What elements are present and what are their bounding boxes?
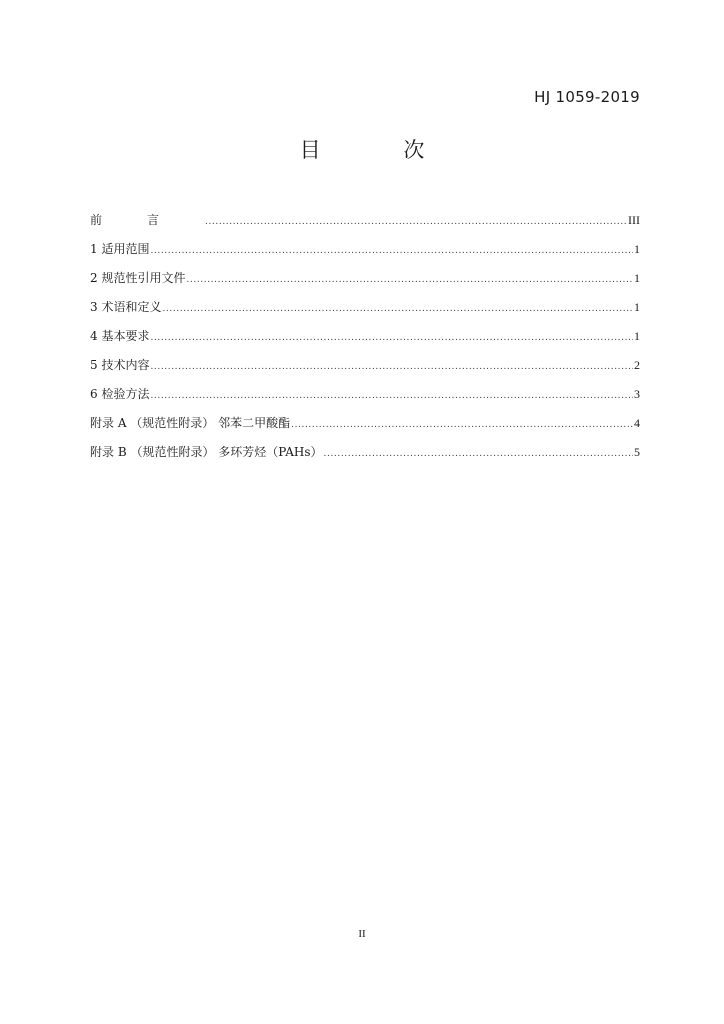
toc-entry-label: 前言 <box>90 213 205 227</box>
toc-entry-technical-content[interactable] <box>90 351 640 380</box>
toc-entry-preface[interactable] <box>90 206 640 235</box>
toc-entry-label: 附录 B （规范性附录） 多环芳烃（PAHs） <box>90 445 323 459</box>
toc-entry-page: 5 <box>634 445 640 459</box>
toc-leader-dots <box>291 411 633 440</box>
toc-leader-dots <box>205 208 627 237</box>
toc-entry-test-methods[interactable] <box>90 380 640 409</box>
toc-entry-page: III <box>628 213 640 227</box>
toc-entry-appendix-b[interactable] <box>90 438 640 467</box>
document-code: HJ 1059-2019 <box>534 88 640 106</box>
footer-page-number: II <box>358 928 366 940</box>
toc-entry-page: 1 <box>634 329 640 343</box>
toc-entry-normative-references[interactable] <box>90 264 640 293</box>
toc-leader-dots <box>150 382 633 411</box>
toc-leader-dots <box>150 237 633 266</box>
toc-entry-page: 1 <box>634 242 640 256</box>
toc-entry-page: 1 <box>634 300 640 314</box>
toc-entry-basic-requirements[interactable] <box>90 322 640 351</box>
toc-entry-page: 4 <box>634 416 640 430</box>
page-title: 目 次 <box>299 138 463 162</box>
toc-entry-page: 2 <box>634 358 640 372</box>
table-of-contents <box>90 206 640 467</box>
toc-entry-page: 1 <box>634 271 640 285</box>
toc-entry-label: 附录 A （规范性附录） 邻苯二甲酸酯 <box>90 416 291 430</box>
toc-entry-appendix-a[interactable] <box>90 409 640 438</box>
toc-leader-dots <box>150 353 633 382</box>
toc-leader-dots <box>324 440 633 469</box>
toc-entry-label: 6 检验方法 <box>90 387 150 401</box>
toc-leader-dots <box>150 324 633 353</box>
toc-entry-terms-definitions[interactable] <box>90 293 640 322</box>
toc-entry-label: 5 技术内容 <box>90 358 150 372</box>
toc-entry-label: 3 术语和定义 <box>90 300 162 314</box>
toc-entry-page: 3 <box>634 387 640 401</box>
toc-leader-dots <box>162 295 633 324</box>
toc-leader-dots <box>186 266 633 295</box>
toc-entry-label: 1 适用范围 <box>90 242 150 256</box>
toc-entry-label: 2 规范性引用文件 <box>90 271 186 285</box>
toc-entry-scope[interactable] <box>90 235 640 264</box>
toc-entry-label: 4 基本要求 <box>90 329 150 343</box>
